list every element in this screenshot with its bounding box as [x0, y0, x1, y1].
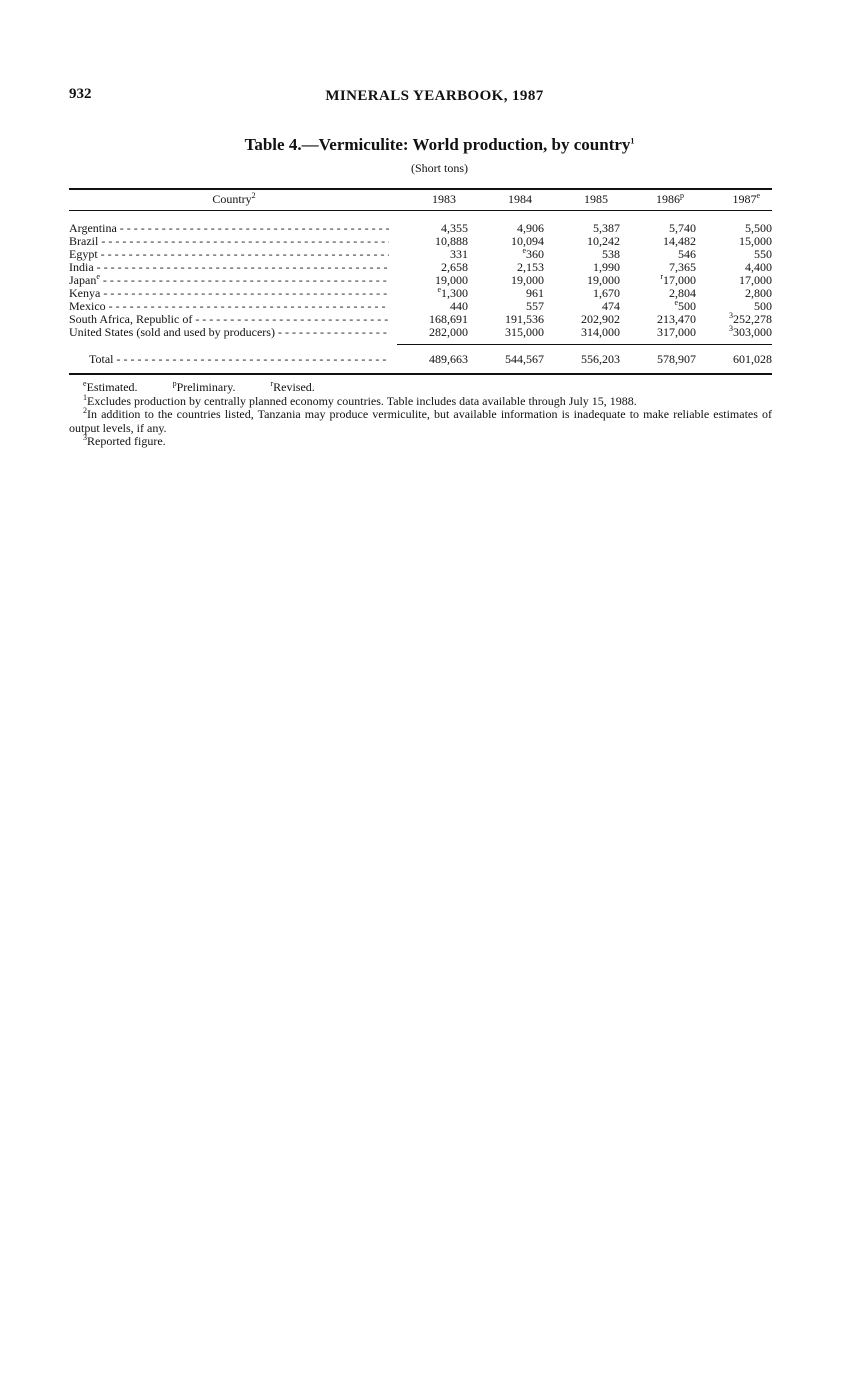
- header-year-1986: 1986$^p$: [656, 191, 684, 206]
- table-units: (Short tons): [411, 161, 468, 175]
- footnote-2: $^2$In addition to the countries listed, Tanzania may produce vermiculite, but available information is inadequate to make reliable estimates of output levels, if any.: [69, 406, 772, 435]
- table-title-text: Table 4.—Vermiculite: World production, by country: [244, 135, 631, 154]
- cell-value: 7,365: [669, 260, 696, 274]
- cell-value: 17,000: [739, 273, 772, 287]
- table-bottom-rule: [69, 373, 772, 375]
- footnote-1: $^1$Excludes production by centrally planned economy countries. Table includes data available through July 15, 1988.: [83, 392, 637, 408]
- page-number: 932: [69, 86, 92, 102]
- cell-value: 538: [602, 247, 620, 261]
- cell-value: 4,400: [745, 260, 772, 274]
- cell-value: $^e$500: [674, 298, 696, 313]
- cell-value: 315,000: [505, 325, 544, 339]
- table-total-rule: [397, 344, 772, 345]
- footnote-legend: [69, 381, 772, 395]
- table-title-footnote-mark: 1: [630, 136, 635, 146]
- table-row: [0, 261, 849, 274]
- table-row: [0, 313, 849, 326]
- country-label: Argentina - - -: [69, 222, 389, 235]
- header-year-1987: 1987e: [732, 191, 760, 206]
- cell-value: 2,800: [745, 286, 772, 300]
- cell-value: 331: [450, 247, 468, 261]
- table-row: [0, 248, 849, 261]
- cell-value: $^e$1,300: [437, 285, 468, 300]
- cell-value: 5,387: [593, 221, 620, 235]
- total-value: 544,567: [505, 352, 544, 366]
- table-row: [0, 235, 849, 248]
- country-label: Japan$^e$ - - -: [69, 274, 389, 287]
- legend-estimated: $^e$Estimated.: [83, 379, 138, 394]
- legend-preliminary: $^p$Preliminary.: [172, 379, 236, 394]
- country-label: Kenya - - -: [69, 287, 389, 300]
- table-top-rule: [69, 188, 772, 190]
- cell-value: 10,242: [587, 234, 620, 248]
- cell-value: 191,536: [505, 312, 544, 326]
- cell-value: 5,740: [669, 221, 696, 235]
- cell-value: 4,355: [441, 221, 468, 235]
- table-row: [0, 222, 849, 235]
- country-label: United States (sold and used by producers) - - -: [69, 326, 389, 339]
- cell-value: 19,000: [511, 273, 544, 287]
- country-label: South Africa, Republic of - - -: [69, 313, 389, 326]
- cell-value: 2,153: [517, 260, 544, 274]
- cell-value: 202,902: [581, 312, 620, 326]
- header-year-1984: 1984: [508, 192, 532, 206]
- cell-value: $^r$17,000: [660, 272, 696, 287]
- cell-value: 557: [526, 299, 544, 313]
- cell-value: 500: [754, 299, 772, 313]
- cell-value: 550: [754, 247, 772, 261]
- table-row: [0, 274, 849, 287]
- cell-value: 2,658: [441, 260, 468, 274]
- cell-value: 168,691: [429, 312, 468, 326]
- cell-value: $^e$360: [522, 246, 544, 261]
- footnote-3: $^3$Reported figure.: [83, 433, 166, 448]
- table-total-row: [0, 353, 849, 366]
- cell-value: 1,670: [593, 286, 620, 300]
- footnotes: [69, 381, 772, 449]
- cell-value: 10,888: [435, 234, 468, 248]
- header-country: Country$^2$: [212, 191, 256, 206]
- cell-value: 961: [526, 286, 544, 300]
- cell-value: 4,906: [517, 221, 544, 235]
- country-label: Mexico - - -: [69, 300, 389, 313]
- country-label: Brazil - - -: [69, 235, 389, 248]
- cell-value: 474: [602, 299, 620, 313]
- cell-value: 2,804: [669, 286, 696, 300]
- country-label: Egypt - - -: [69, 248, 389, 261]
- cell-value: 5,500: [745, 221, 772, 235]
- total-value: 556,203: [581, 352, 620, 366]
- cell-value: 314,000: [581, 325, 620, 339]
- header-year-1985: 1985: [584, 192, 608, 206]
- total-value: 489,663: [429, 352, 468, 366]
- table-title: [0, 135, 849, 155]
- cell-value: 19,000: [587, 273, 620, 287]
- cell-value: 19,000: [435, 273, 468, 287]
- running-head: MINERALS YEARBOOK, 1987: [325, 88, 544, 104]
- table-row: [0, 326, 849, 339]
- cell-value: $^3$303,000: [729, 324, 772, 339]
- cell-value: 14,482: [663, 234, 696, 248]
- table-row: [0, 300, 849, 313]
- cell-value: $^3$252,278: [729, 311, 772, 326]
- cell-value: 317,000: [657, 325, 696, 339]
- total-value: 578,907: [657, 352, 696, 366]
- total-label: Total - - -: [89, 353, 389, 366]
- cell-value: 213,470: [657, 312, 696, 326]
- cell-value: 546: [678, 247, 696, 261]
- table-row: [0, 287, 849, 300]
- table-header-rule: [69, 210, 772, 211]
- cell-value: 10,094: [511, 234, 544, 248]
- cell-value: 282,000: [429, 325, 468, 339]
- header-year-1983: 1983: [432, 192, 456, 206]
- legend-revised: $^r$Revised.: [270, 379, 315, 394]
- cell-value: 15,000: [739, 234, 772, 248]
- country-label: India - - -: [69, 261, 389, 274]
- total-value: 601,028: [733, 352, 772, 366]
- cell-value: 440: [450, 299, 468, 313]
- cell-value: 1,990: [593, 260, 620, 274]
